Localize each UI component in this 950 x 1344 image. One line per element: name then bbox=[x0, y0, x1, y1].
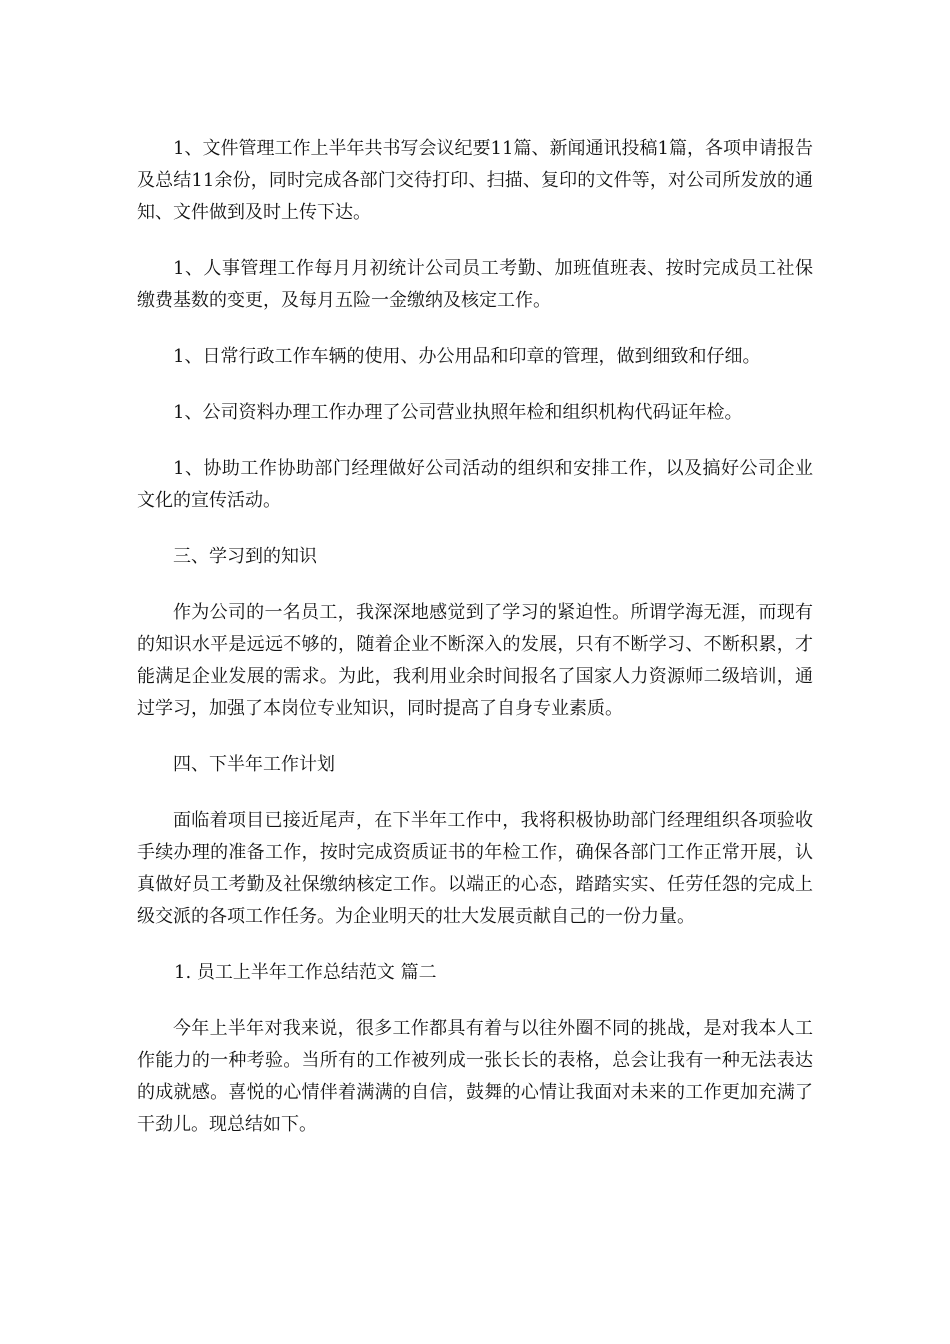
paragraph-file-management: 1、文件管理工作上半年共书写会议纪要11篇、新闻通讯投稿1篇，各项申请报告及总结11余份，同时完成各部门交待打印、扫描、复印的文件等，对公司所发放的通知、文件做到及时上传下达。 bbox=[137, 138, 813, 223]
heading-second-half-plan: 四、下半年工作计划 bbox=[173, 754, 335, 775]
paragraph-admin-work: 1、日常行政工作车辆的使用、办公用品和印章的管理，做到细致和仔细。 bbox=[173, 346, 761, 367]
paragraph-company-documents: 1、公司资料办理工作办理了公司营业执照年检和组织机构代码证年检。 bbox=[173, 402, 743, 423]
document-page bbox=[137, 133, 813, 1141]
paragraph-hr-management: 1、人事管理工作每月月初统计公司员工考勤、加班值班表、按时完成员工社保缴费基数的变更，及每月五险一金缴纳及核定工作。 bbox=[137, 258, 813, 311]
section-heading-part-two: 1. 员工上半年工作总结范文 篇二 bbox=[174, 962, 437, 983]
heading-knowledge-learned: 三、学习到的知识 bbox=[173, 546, 317, 567]
paragraph-second-half-plan: 面临着项目已接近尾声，在下半年工作中，我将积极协助部门经理组织各项验收手续办理的准备工作，按时完成资质证书的年检工作，确保各部门工作正常开展，认真做好员工考勤及社保缴纳核定工作。以端正的心态，踏踏实实、任劳任怨的完成上级交派的各项工作任务。为企业明天的壮大发展贡献自己的一份力量。 bbox=[137, 810, 813, 927]
paragraph-learning: 作为公司的一名员工，我深深地感觉到了学习的紧迫性。所谓学海无涯，而现有的知识水平是远远不够的，随着企业不断深入的发展，只有不断学习、不断积累，才能满足企业发展的需求。为此，我利用业余时间报名了国家人力资源师二级培训，通过学习，加强了本岗位专业知识，同时提高了自身专业素质。 bbox=[137, 602, 813, 719]
paragraph-intro-part-two: 今年上半年对我来说，很多工作都具有着与以往外圈不同的挑战，是对我本人工作能力的一种考验。当所有的工作被列成一张长长的表格，总会让我有一种无法表达的成就感。喜悦的心情伴着满满的自信，鼓舞的心情让我面对未来的工作更加充满了干劲儿。现总结如下。 bbox=[137, 1018, 813, 1135]
paragraph-assist-work: 1、协助工作协助部门经理做好公司活动的组织和安排工作，以及搞好公司企业文化的宣传活动。 bbox=[137, 458, 813, 511]
